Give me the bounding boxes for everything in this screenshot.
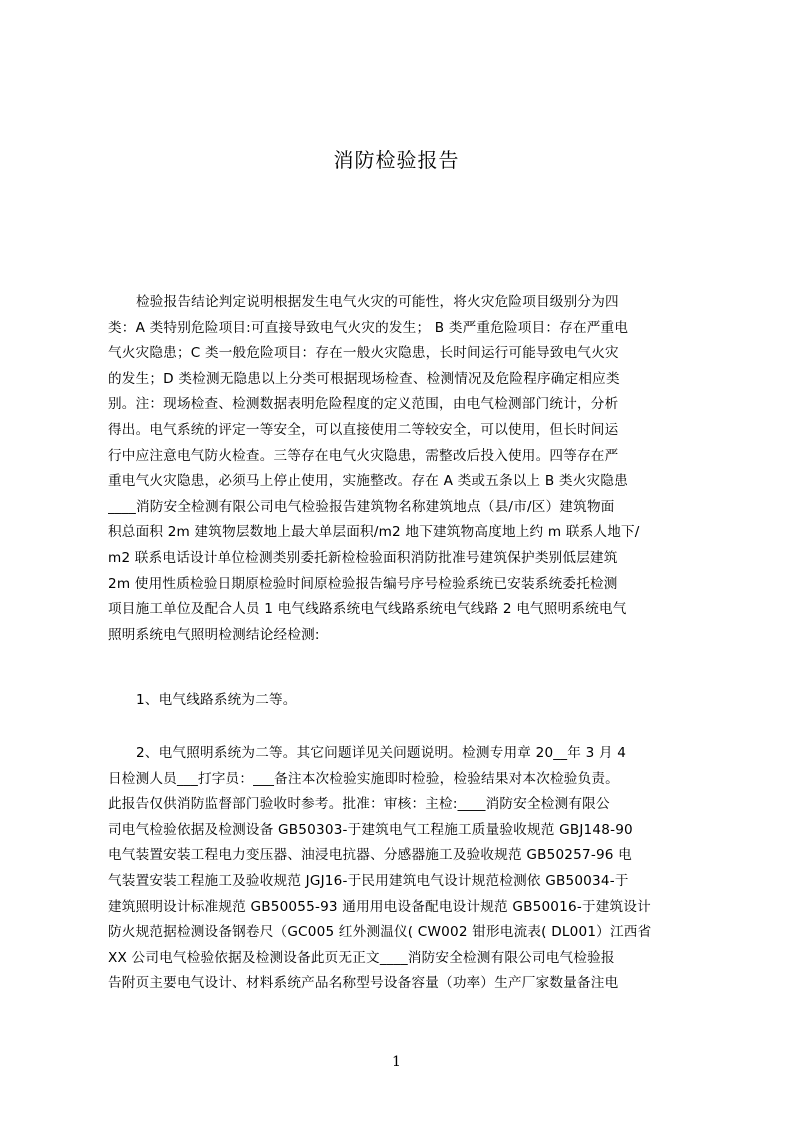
paragraph-line: 告附页主要电气设计、材料系统产品名称型号设备容量（功率）生产厂家数量备注电 [108,975,619,992]
paragraph-line: 日检测人员___打字员：___备注本次检验实施即时检验，检验结果对本次检验负责。 [108,770,619,787]
document-title: 消防检验报告 [333,148,460,172]
paragraph-line: 1、电气线路系统为二等。 [136,692,297,708]
paragraph-line: 的发生；D 类检测无隐患以上分类可根据现场检查、检测情况及危险程序确定相应类 [108,370,620,387]
paragraph-line: ____消防安全检测有限公司电气检验报告建筑物名称建筑地点（县/市/区）建筑物面 [108,498,615,515]
paragraph-line: m2 联系电话设计单位检测类别委托新检检验面积消防批准号建筑保护类别低层建筑 [108,549,618,566]
paragraph-line: 司电气检验依据及检测设备 GB50303-于建筑电气工程施工质量验收规范 GBJ148-90 [108,821,633,838]
paragraph-line: XX 公司电气检验依据及检测设备此页无正文____消防安全检测有限公司电气检验报 [108,949,615,966]
paragraph-conclusion-notes [108,290,696,648]
paragraph-line: 建筑照明设计标准规范 GB50055-93 通用用电设备配电设计规范 GB50016-于建筑设计 [108,898,651,915]
paragraph-line: 防火规范据检测设备钢卷尺（GC005 红外测温仪( CW002 钳形电流表( DL001）江西省 [108,924,652,941]
paragraph-line: 此报告仅供消防监督部门验收时参考。批准：审核：主检:____消防安全检测有限公 [108,796,610,813]
paragraph-line: 气火灾隐患；C 类一般危险项目：存在一般火灾隐患，长时间运行可能导致电气火灾 [108,345,619,362]
paragraph-line: 电气装置安装工程电力变压器、油浸电抗器、分感器施工及验收规范 GB50257-96 电 [108,847,632,864]
paragraph-line: 积总面积 2m 建筑物层数地上最大单层面积/m2 地下建筑物高度地上约 m 联系人地下/ [108,524,640,541]
paragraph-line: 类：A 类特别危险项目:可直接导致电气火灾的发生； B 类严重危险项目：存在严重电 [108,319,629,336]
paragraph-line: 2m 使用性质检验日期原检验时间原检验报告编号序号检验系统已安装系统委托检测 [108,575,618,592]
paragraph-line: 项目施工单位及配合人员 1 电气线路系统电气线路系统电气线路 2 电气照明系统电气 [108,601,627,618]
paragraph-line: 照明系统电气照明检测结论经检测: [108,626,320,643]
paragraph-line: 得出。电气系统的评定一等安全，可以直接使用二等较安全，可以使用，但长时间运 [108,421,619,438]
paragraph-line: 行中应注意电气防火检查。三等存在电气火灾隐患，需整改后投入使用。四等存在严 [108,447,619,464]
paragraph-line: 气装置安装工程施工及验收规范 JGJ16-于民用建筑电气设计规范检测依 GB50034-于 [108,872,629,889]
paragraph-lighting-system [108,741,696,997]
paragraph-line-system [108,688,696,714]
page-number: 1 [392,1054,401,1070]
paragraph-line: 重电气火灾隐患，必须马上停止使用，实施整改。存在 A 类或五条以上 B 类火灾隐患 [108,473,628,490]
paragraph-line: 2、电气照明系统为二等。其它问题详见关问题说明。检测专用章 20__年 3 月 4 [136,745,627,761]
paragraph-line: 检验报告结论判定说明根据发生电气火灾的可能性，将火灾危险项目级别分为四 [136,294,619,310]
paragraph-line: 别。注：现场检查、检测数据表明危险程度的定义范围，由电气检测部门统计，分析 [108,396,619,413]
